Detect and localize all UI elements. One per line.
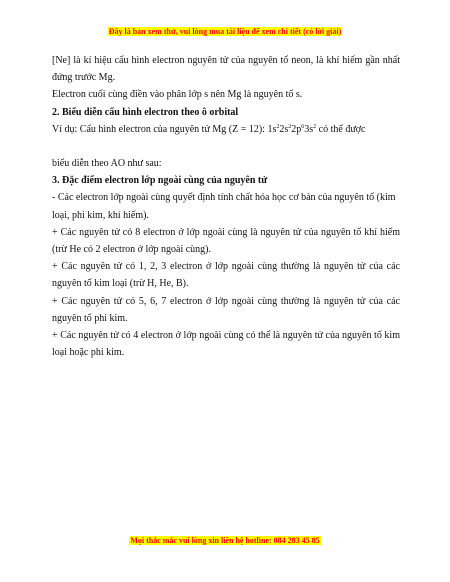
example-subshell: 3s — [304, 123, 314, 135]
document-body — [52, 52, 400, 361]
example-suffix: có thể được — [316, 123, 366, 135]
section-heading-outer-shell: 3. Đặc điểm electron lớp ngoài cùng của nguyên tử — [52, 175, 268, 187]
hotline-text: Mọi thắc mắc vui lòng xin liên hệ hotline: 084 283 45 85 — [130, 536, 320, 545]
example-superscript: 2 — [288, 123, 292, 130]
example-superscript: 6 — [301, 123, 305, 130]
example-paragraph — [52, 121, 400, 138]
neon-notation-paragraph: [Ne] là kí hiệu cấu hình electron nguyên tử của nguyên tố neon, là khí hiếm gần nhất đứng trước Mg. — [52, 55, 400, 84]
example-superscript: 2 — [276, 123, 280, 130]
preview-banner — [0, 27, 450, 36]
outer-electron-bullet-4: + Các nguyên tử có 5, 6, 7 electron ở lớp ngoài cùng thường là nguyên tử của các nguyên tố phi kim. — [52, 295, 400, 324]
outer-electron-bullet-5: + Các nguyên tử có 4 electron ở lớp ngoài cùng có thể là nguyên tử của nguyên tố kim loại hoặc phi kim. — [52, 330, 400, 359]
outer-electron-bullet-1: - Các electron lớp ngoài cùng quyết định tính chất hóa học cơ bản của nguyên tố (kim loại, phi kim, khí hiếm). — [52, 192, 396, 221]
outer-electron-bullet-3: + Các nguyên tử có 1, 2, 3 electron ở lớp ngoài cùng thường là nguyên tử của các nguyên tố kim loại (trừ H, He, B). — [52, 261, 400, 290]
example-subshell: 2p — [291, 123, 302, 135]
example-continuation: biểu diễn theo AO như sau: — [52, 158, 162, 170]
example-superscript: 2 — [313, 123, 317, 130]
outer-electron-bullet-2: + Các nguyên tử có 8 electron ở lớp ngoài cùng là nguyên tử của nguyên tố khí hiếm (trừ He có 2 electron ở lớp ngoài cùng). — [52, 226, 400, 256]
example-prefix: Ví dụ: Cấu hình electron của nguyên tử Mg (Z = 12): 1s — [52, 123, 277, 135]
hotline-footer — [0, 536, 450, 545]
s-block-paragraph: Electron cuối cùng điền vào phân lớp s nên Mg là nguyên tố s. — [52, 89, 303, 101]
section-heading-orbital: 2. Biểu diễn cấu hình electron theo ô orbital — [52, 106, 239, 118]
orbital-diagram-space — [52, 138, 400, 155]
example-subshell: 2s — [279, 123, 289, 135]
preview-banner-text: Đây là bản xem thử, vui lòng mua tài liệu để xem chi tiết (có lời giải) — [108, 27, 342, 36]
